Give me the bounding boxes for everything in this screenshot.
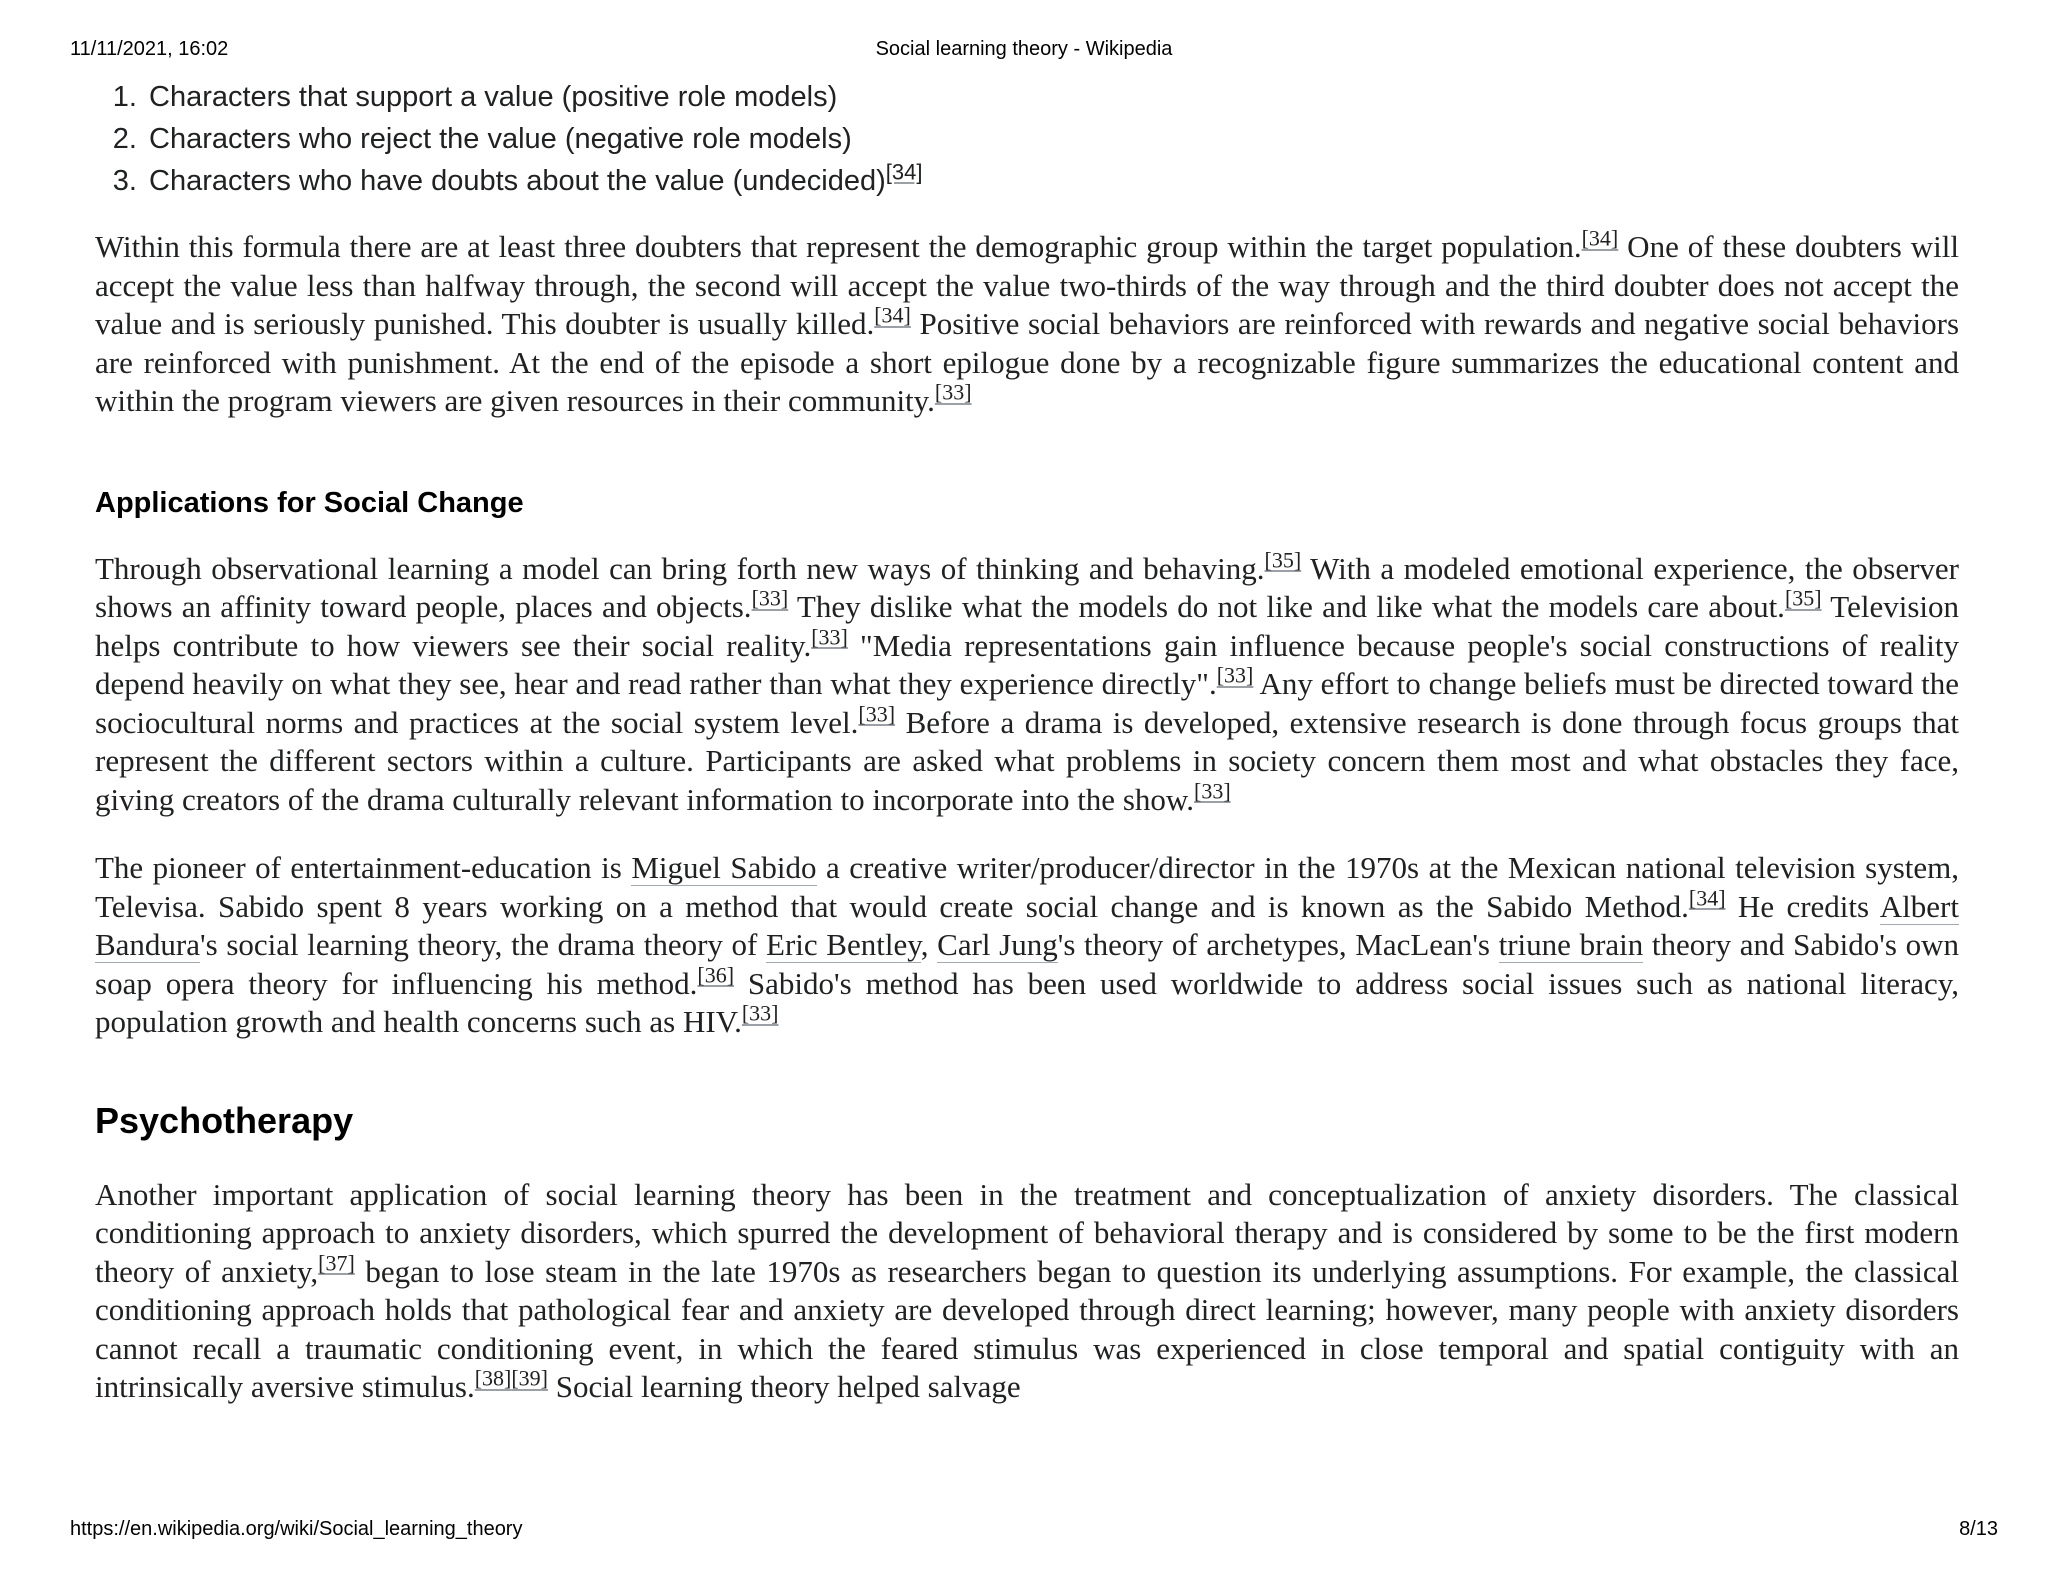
print-url: https://en.wikipedia.org/wiki/Social_learning_theory [70,1518,523,1540]
paragraph-anxiety: Another important application of social learning theory has been in the treatment and conceptualization of anxiety disorders. The classical conditioning approach to anxiety disorders, which spurred the development of behavioral therapy and is considered by some to be the first modern theory of anxiety,[37] began to lose steam in the late 1970s as researchers began to question its underlying assumptions. For example, the classical conditioning approach holds that pathological fear and anxiety are developed through direct learning; however, many people with anxiety disorders cannot recall a traumatic conditioning event, in which the feared stimulus was experienced in close temporal and spatial contiguity with an intrinsically aversive stimulus.[38][39] Social learning theory helped salvage [95,1176,1959,1404]
citation-link[interactable]: [35] [1784,585,1822,611]
article-content [95,76,1959,1407]
print-footer [0,1518,2048,1544]
citation-link[interactable]: [34] [885,159,923,185]
list-item: 1. Characters that support a value (positive role models) [145,76,1959,118]
link-miguel-sabido[interactable]: Miguel Sabido [631,850,817,885]
paragraph-formula: Within this formula there are at least three doubters that represent the demographic group within the target population.[34] One of these doubters will accept the value less than halfway through, the second will accept the value two-thirds of the way through and the third doubter does not accept the value and is seriously punished. This doubter is usually killed.[34] Positive social behaviors are reinforced with rewards and negative social behaviors are reinforced with punishment. At the end of the episode a short epilogue done by a recognizable figure summarizes the educational content and within the program viewers are given resources in their community.[33] [95,225,1960,418]
citation-link[interactable]: [33] [741,1000,779,1026]
link-albert-bandura[interactable]: Albert Bandura [95,888,1959,962]
citation-link[interactable]: [39] [511,1365,549,1391]
citation-link[interactable]: [33] [811,624,848,650]
citation-link[interactable]: [33] [858,701,896,727]
print-datetime: 11/11/2021, 16:02 [70,38,229,60]
citation-link[interactable]: [34] [1688,885,1726,911]
print-page-number: 8/13 [1959,1518,1998,1540]
section-heading-applications: Applications for Social Change [95,486,524,519]
list-item: 3. Characters who have doubts about the value (undecided)[34] [145,160,1959,202]
citation-link[interactable]: [33] [1194,778,1231,804]
paragraph-observational-learning: Through observational learning a model can bring forth new ways of thinking and behaving.[35] With a modeled emotional experience, the observer shows an affinity toward people, places and objects.[33] They dislike what the models do not like and like what the models care about.[35] Television helps contribute to how viewers see their social reality.[33] "Media representations gain influence because people's social constructions of reality depend heavily on what they see, hear and read rather than what they experience directly".[33] Any effort to change beliefs must be directed toward the sociocultural norms and practices at the social system level.[33] Before a drama is developed, extensive research is done through focus groups that represent the different sectors within a culture. Participants are asked what problems in society concern them most and what obstacles they face, giving creators of the drama culturally relevant information to incorporate into the show.[33] [95,547,1960,817]
citation-link[interactable]: [34] [874,302,911,328]
section-heading-psychotherapy: Psychotherapy [95,1099,354,1141]
citation-link[interactable]: [35] [1264,547,1302,573]
citation-link[interactable]: [33] [751,585,789,611]
link-eric-bentley[interactable]: Eric Bentley [766,927,921,962]
link-triune-brain[interactable]: triune brain [1498,927,1644,962]
character-list [95,76,1959,202]
citation-link[interactable]: [38] [474,1365,512,1391]
citation-link[interactable]: [37] [318,1250,355,1276]
citation-link[interactable]: [34] [1581,225,1619,251]
list-item: 2. Characters who reject the value (negative role models) [145,118,1959,160]
citation-link[interactable]: [33] [1216,662,1254,688]
print-page-title: Social learning theory - Wikipedia [875,38,1173,60]
paragraph-sabido: The pioneer of entertainment-education is Miguel Sabido a creative writer/producer/director in the 1970s at the Mexican national television system, Televisa. Sabido spent 8 years working on a method that would create social change and is known as the Sabido Method.[34] He credits Albert Bandura's social learning theory, the drama theory of Eric Bentley, Carl Jung's theory of archetypes, MacLean's triune brain theory and Sabido's own soap opera theory for influencing his method.[36] Sabido's method has been used worldwide to address social issues such as national literacy, population growth and health concerns such as HIV.[33] [95,850,1959,1039]
link-carl-jung[interactable]: Carl Jung [937,927,1058,962]
print-header [0,38,2048,64]
citation-link[interactable]: [36] [697,962,735,988]
citation-link[interactable]: [33] [934,379,972,405]
